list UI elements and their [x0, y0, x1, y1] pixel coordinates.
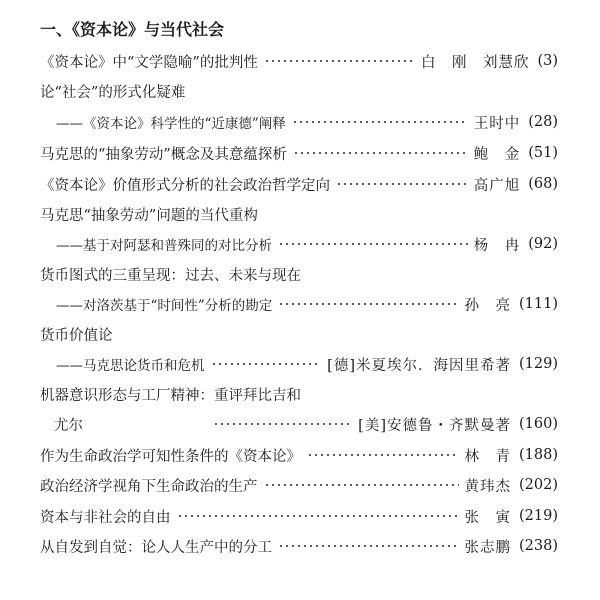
entry-subtitle: ——《资本论》科学性的“近康德”阐释 — [56, 116, 286, 132]
toc-entry-subtitle — [56, 110, 558, 134]
dot-leader — [264, 483, 459, 487]
entry-author: 白 刚 刘慧欣 — [420, 54, 530, 71]
entry-title: 作为生命政治学可知性条件的《资本论》 — [40, 448, 301, 465]
toc-entry-subtitle — [56, 292, 558, 316]
dot-leader — [278, 544, 459, 548]
entry-subtitle: ——基于对阿瑟和普殊同的对比分析 — [56, 238, 272, 254]
entry-title: 货币价值论 — [40, 327, 113, 344]
entry-page-number: (111) — [519, 296, 558, 312]
entry-page-number: (129) — [519, 356, 558, 372]
entry-title: 论“社会”的形式化疑难 — [40, 84, 186, 101]
entry-author: 高广旭 — [473, 177, 521, 194]
entry-author: 王时中 — [473, 115, 521, 132]
entry-title: 《资本论》中“文学隐喻”的批判性 — [40, 54, 258, 71]
entry-page-number: (68) — [528, 176, 558, 192]
dot-leader — [211, 362, 322, 366]
entry-page-number: (160) — [519, 416, 558, 432]
entry-author: 张志鹏 — [464, 539, 511, 556]
dot-leader — [278, 242, 468, 246]
dot-leader — [264, 59, 415, 63]
toc-entry-continuation — [40, 412, 558, 436]
entry-title: 政治经济学视角下生命政治的生产 — [40, 478, 258, 495]
toc-entry — [40, 262, 558, 286]
entry-author: [德]米夏埃尔．海因里希著 — [327, 357, 511, 374]
entry-author: 黄玮杰 — [464, 478, 511, 495]
toc-entry — [40, 534, 558, 558]
toc-entry — [40, 322, 558, 346]
entry-page-number: (219) — [519, 508, 558, 524]
entry-author: 林 青 — [464, 448, 511, 465]
toc-entry — [40, 202, 558, 226]
entry-page-number: (28) — [528, 114, 558, 130]
entry-title: 从自发到自觉：论人人生产中的分工 — [40, 539, 272, 556]
toc-entry — [40, 141, 558, 165]
entry-page-number: (51) — [528, 145, 558, 161]
entry-author: 杨 冉 — [473, 237, 521, 254]
toc-entry — [40, 79, 558, 103]
entry-title: 马克思“抽象劳动”问题的当代重构 — [40, 207, 258, 224]
entry-author: 张 寅 — [464, 509, 511, 526]
entry-page-number: (202) — [519, 477, 558, 493]
entry-page-number: (3) — [537, 53, 558, 69]
toc-entry — [40, 473, 558, 497]
toc-entry — [40, 443, 558, 467]
entry-page-number: (92) — [528, 236, 558, 252]
entry-title: 马克思的“抽象劳动”概念及其意蕴探析 — [40, 146, 287, 163]
dot-leader — [177, 514, 459, 518]
entry-title: 《资本论》价值形式分析的社会政治哲学定向 — [40, 177, 330, 194]
toc-entry — [40, 172, 558, 196]
entry-author: [美]安德鲁・齐默曼著 — [358, 417, 511, 434]
toc-entry — [40, 49, 558, 73]
dot-leader — [307, 453, 459, 457]
toc-entry — [40, 504, 558, 528]
entry-author: 孙 亮 — [464, 297, 511, 314]
dot-leader — [336, 182, 468, 186]
dot-leader — [213, 422, 352, 426]
entry-title: 资本与非社会的自由 — [40, 509, 171, 526]
entry-subtitle: ——马克思论货币和危机 — [56, 358, 205, 374]
toc-entry — [40, 382, 558, 406]
entry-title: 货币图式的三重呈现：过去、未来与现在 — [40, 267, 301, 284]
toc-entry-subtitle — [56, 352, 558, 376]
dot-leader — [292, 120, 468, 124]
dot-leader — [278, 302, 458, 306]
entry-title: 尤尔 — [54, 417, 83, 434]
entry-author: 鲍 金 — [473, 146, 521, 163]
section-title: 一、《资本论》与当代社会 — [40, 20, 225, 39]
entry-title: 机器意识形态与工厂精神：重评拜比吉和 — [40, 387, 301, 404]
entry-page-number: (238) — [519, 538, 558, 554]
toc-entry-subtitle — [56, 232, 558, 256]
entry-subtitle: ——对洛茨基于“时间性”分析的勘定 — [56, 298, 273, 314]
dot-leader — [293, 151, 468, 155]
entry-page-number: (188) — [519, 447, 558, 463]
